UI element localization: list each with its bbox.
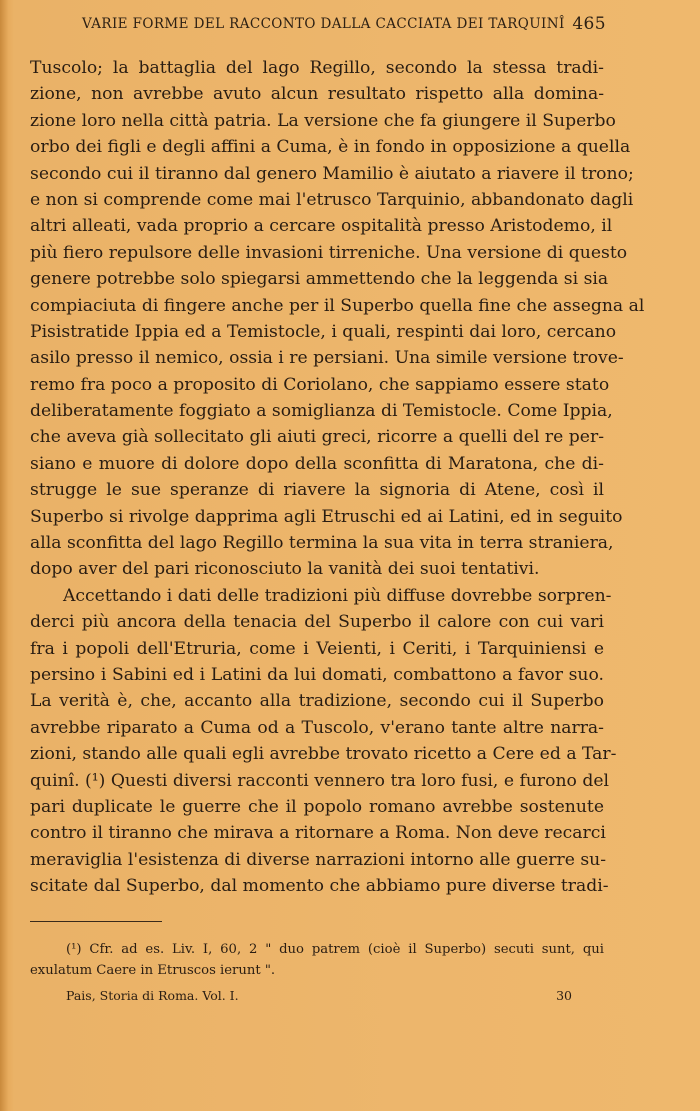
text-line: e non si comprende come mai l'etrusco Tarquinio, abbandonato dagli <box>30 189 634 210</box>
footnote-line: (¹) Cfr. ad es. Liv. I, 60, 2 " duo patrem (cioè il Superbo) secuti sunt, qui <box>66 942 604 957</box>
text-line: Pisistratide Ippia ed a Temistocle, i quali, respinti dai loro, cercano <box>30 321 617 342</box>
text-line: strugge le sue speranze di riavere la signoria di Atene, così il <box>30 480 604 501</box>
text-line: zioni, stando alle quali egli avrebbe trovato ricetto a Cere ed a Tar- <box>30 744 617 765</box>
text-line: zione, non avrebbe avuto alcun resultato rispetto alla domina- <box>30 84 604 105</box>
paragraph-end-line: dopo aver del pari riconosciuto la vanità dei suoi tentativi. <box>30 559 540 580</box>
body-text <box>30 55 645 900</box>
text-line: Superbo si rivolge dapprima agli Etruschi ed ai Latini, ed in seguito <box>30 506 623 527</box>
text-line: siano e muore di dolore dopo della sconfitta di Maratona, che di- <box>30 453 604 474</box>
footnote-line: exulatum Caere in Etruscos ierunt ". <box>30 963 276 978</box>
text-line: derci più ancora della tenacia del Superbo il calore con cui vari <box>30 612 604 633</box>
footnote-divider <box>30 921 162 922</box>
text-line: asilo presso il nemico, ossia i re persiani. Una simile versione trove- <box>30 348 624 369</box>
text-line: altri alleati, vada proprio a cercare ospitalità presso Aristodemo, il <box>30 216 613 237</box>
text-line: genere potrebbe solo spiegarsi ammettendo che la leggenda si sia <box>30 269 609 290</box>
text-line: orbo dei figli e degli affini a Cuma, è in fondo in opposizione a quella <box>30 137 631 158</box>
text-line: quinî. (¹) Questi diversi racconti vennero tra loro fusi, e furono del <box>30 770 610 791</box>
page-number: 465 <box>572 14 606 34</box>
text-line: secondo cui il tiranno dal genero Mamilio è aiutato a riavere il trono; <box>30 163 634 184</box>
text-line: compiaciuta di fingere anche per il Superbo quella fine che assegna al <box>30 295 645 316</box>
page-gutter-edge <box>0 0 8 1111</box>
text-line: avrebbe riparato a Cuma od a Tuscolo, v'erano tante altre narra- <box>30 717 604 738</box>
signature-mark: Pais, Storia di Roma. Vol. I. <box>66 988 239 1003</box>
text-line: meraviglia l'esistenza di diverse narrazioni intorno alle guerre su- <box>30 849 607 870</box>
paragraph-start-line: Accettando i dati delle tradizioni più diffuse dovrebbe sorpren- <box>63 585 612 606</box>
text-line: deliberatamente foggiato a somiglianza di Temistocle. Come Ippia, <box>30 401 613 422</box>
text-line: scitate dal Superbo, dal momento che abbiamo pure diverse tradi- <box>30 876 609 897</box>
text-line: che aveva già sollecitato gli aiuti greci, ricorre a quelli del re per- <box>30 427 604 448</box>
text-line: pari duplicate le guerre che il popolo romano avrebbe sostenute <box>30 796 604 817</box>
text-line: remo fra poco a proposito di Coriolano, che sappiamo essere stato <box>30 374 610 395</box>
text-line: contro il tiranno che mirava a ritornare a Roma. Non deve recarci <box>30 823 606 844</box>
text-line: La verità è, che, accanto alla tradizione, secondo cui il Superbo <box>30 691 604 712</box>
running-head-title: VARIE FORME DEL RACCONTO DALLA CACCIATA DEI TARQUINÎ <box>82 16 565 32</box>
text-line: zione loro nella città patria. La versione che fa giungere il Superbo <box>30 110 616 131</box>
text-line: Tuscolo; la battaglia del lago Regillo, secondo la stessa tradi- <box>30 58 604 78</box>
text-line: più fiero repulsore delle invasioni tirreniche. Una versione di questo <box>30 242 628 263</box>
footnote <box>30 939 604 981</box>
signature-number: 30 <box>556 988 572 1003</box>
text-line: persino i Sabini ed i Latini da lui domati, combattono a favor suo. <box>30 664 604 685</box>
text-line: fra i popoli dell'Etruria, come i Veienti, i Ceriti, i Tarquiniensi e <box>30 638 604 659</box>
text-line: alla sconfitta del lago Regillo termina la sua vita in terra straniera, <box>30 533 614 554</box>
